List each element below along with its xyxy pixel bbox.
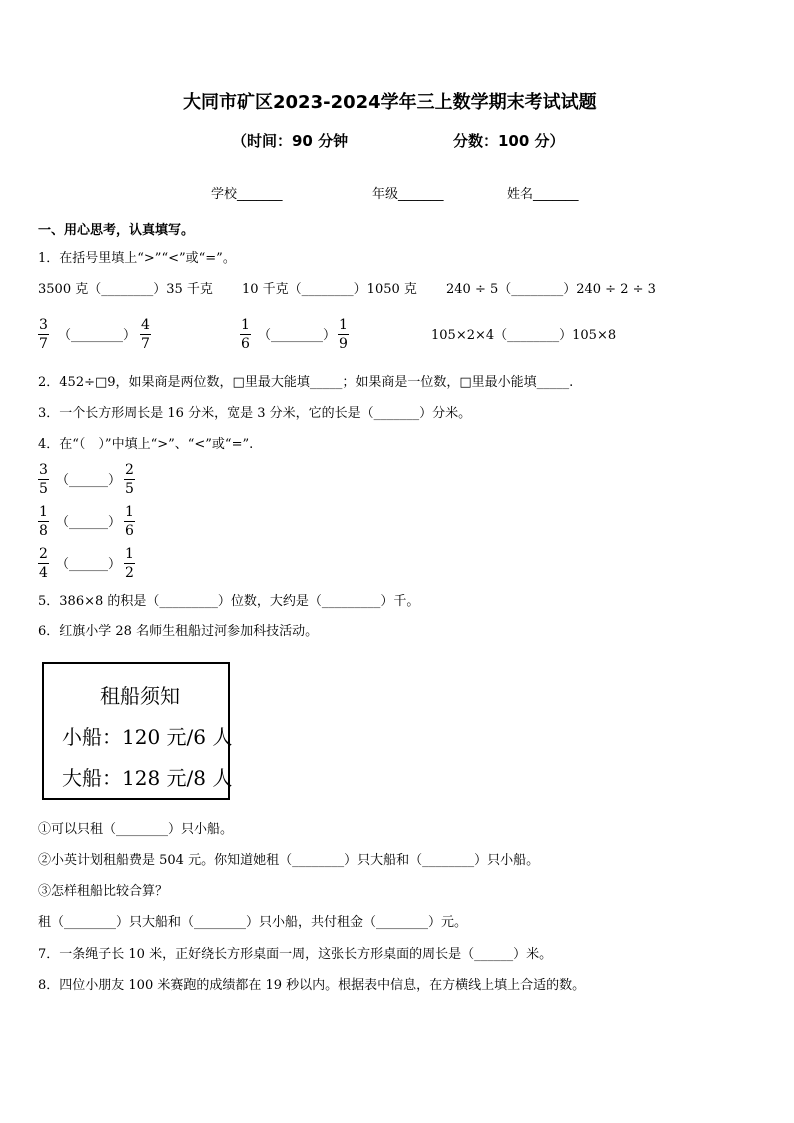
denominator: 5 xyxy=(39,481,48,497)
answer-blank[interactable]: （________） xyxy=(258,328,337,343)
q1-compare-c: 240 ÷ 5（________）240 ÷ 2 ÷ 3 xyxy=(446,282,656,297)
question-2: 2．452÷□9，如果商是两位数，□里最大能填_____；如果商是一位数，□里最小能填_____. xyxy=(38,375,574,390)
denominator: 4 xyxy=(39,565,48,581)
denominator: 7 xyxy=(39,336,48,352)
numerator: 1 xyxy=(125,546,134,562)
denominator: 2 xyxy=(125,565,134,581)
q1-compare-d: 105×2×4（________）105×8 xyxy=(431,328,617,343)
fraction xyxy=(124,504,135,539)
fraction-bar xyxy=(38,521,49,522)
fraction-bar xyxy=(38,563,49,564)
answer-blank[interactable]: （______） xyxy=(56,515,122,530)
numerator: 2 xyxy=(39,546,48,562)
fraction-bar xyxy=(338,334,349,335)
q6-sub-2: ②小英计划租船费是 504 元。你知道她租（________）只大船和（________）只小船。 xyxy=(38,853,540,868)
numerator: 2 xyxy=(125,462,134,478)
fraction xyxy=(38,462,49,497)
question-1: 1．在括号里填上“>”“<”或“=”。 xyxy=(38,251,236,266)
exam-time: （时间：90 分钟 xyxy=(232,132,349,150)
question-3: 3．一个长方形周长是 16 分米，宽是 3 分米，它的长是（_______）分米。 xyxy=(38,406,472,421)
name-field[interactable]: 姓名_______ xyxy=(507,187,579,202)
fraction xyxy=(140,317,151,352)
fraction xyxy=(38,317,49,352)
numerator: 1 xyxy=(39,504,48,520)
denominator: 7 xyxy=(141,336,150,352)
section-heading: 一、用心思考，认真填写。 xyxy=(38,223,195,238)
fraction xyxy=(124,462,135,497)
fraction xyxy=(38,546,49,581)
fraction-bar xyxy=(38,479,49,480)
rental-notice-box xyxy=(42,662,233,800)
answer-blank[interactable]: （______） xyxy=(56,473,122,488)
q6-sub-3: ③怎样租船比较合算？ xyxy=(38,884,169,899)
fraction-bar xyxy=(38,334,49,335)
school-field[interactable]: 学校_______ xyxy=(211,187,283,202)
fraction-bar xyxy=(124,563,135,564)
q6-sub-3-answer: 租（________）只大船和（________）只小船，共付租金（________）元。 xyxy=(38,915,468,930)
notice-title: 租船须知 xyxy=(100,684,180,708)
q1-compare-a: 3500 克（________）35 千克 xyxy=(38,282,213,297)
denominator: 6 xyxy=(241,336,250,352)
question-5: 5．386×8 的积是（_________）位数，大约是（_________）千。 xyxy=(38,594,420,609)
denominator: 6 xyxy=(125,523,134,539)
fraction xyxy=(240,317,251,352)
denominator: 5 xyxy=(125,481,134,497)
question-7: 7．一条绳子长 10 米，正好绕长方形桌面一周，这张长方形桌面的周长是（______）米。 xyxy=(38,947,553,962)
fraction xyxy=(124,546,135,581)
answer-blank[interactable]: （________） xyxy=(58,328,137,343)
fraction-bar xyxy=(124,521,135,522)
denominator: 8 xyxy=(39,523,48,539)
numerator: 1 xyxy=(339,317,348,333)
q6-sub-1: ①可以只租（________）只小船。 xyxy=(38,822,234,837)
fraction-bar xyxy=(124,479,135,480)
question-8: 8．四位小朋友 100 米赛跑的成绩都在 19 秒以内。根据表中信息，在方横线上填上合适的数。 xyxy=(38,978,586,993)
fraction xyxy=(338,317,349,352)
q1-compare-b: 10 千克（________）1050 克 xyxy=(242,282,417,297)
numerator: 3 xyxy=(39,317,48,333)
notice-large-boat: 大船：128 元/8 人 xyxy=(62,766,233,790)
answer-blank[interactable]: （______） xyxy=(56,557,122,572)
page-title: 大同市矿区2023-2024学年三上数学期末考试试题 xyxy=(183,92,597,113)
numerator: 4 xyxy=(141,317,150,333)
numerator: 1 xyxy=(241,317,250,333)
numerator: 1 xyxy=(125,504,134,520)
numerator: 3 xyxy=(39,462,48,478)
grade-field[interactable]: 年级_______ xyxy=(372,187,444,202)
question-4: 4．在“（ ）”中填上“>”、“<”或“=”. xyxy=(38,437,254,452)
fraction-bar xyxy=(140,334,151,335)
denominator: 9 xyxy=(339,336,348,352)
exam-score: 分数：100 分） xyxy=(453,132,565,150)
question-6: 6．红旗小学 28 名师生租船过河参加科技活动。 xyxy=(38,624,319,639)
notice-small-boat: 小船：120 元/6 人 xyxy=(62,725,233,749)
fraction xyxy=(38,504,49,539)
fraction-bar xyxy=(240,334,251,335)
